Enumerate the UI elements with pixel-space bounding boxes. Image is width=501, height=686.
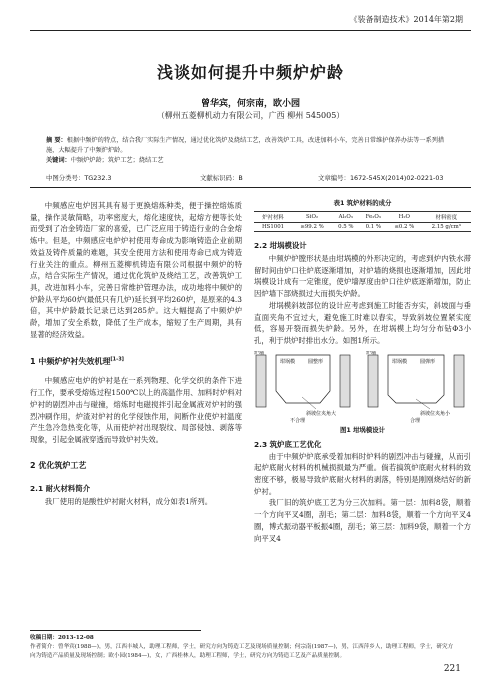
figure-1-caption: 图1 坩埚模设计: [339, 425, 385, 434]
crucible-mold-figure: [254, 351, 471, 423]
section-1-title: 1 中频炉炉衬失效机理: [30, 357, 111, 367]
table-header-cell: 炉衬材料: [254, 212, 292, 223]
footnote-rule: [30, 630, 201, 631]
section-2-2-heading: 2.2 坩埚模设计: [254, 241, 307, 250]
section-2-heading: 2 优化筑炉工艺: [30, 460, 87, 470]
section-2-3-paragraph-2: 我厂旧的筑炉底工艺为分三次加料。第一层：加料8袋，顺着一个方向平叉4圈，刮毛；第二层：加料8袋，顺着一个方向平叉4圈，博式振动器平板振4圈，刮毛；第三层：加料9袋，顺着一个方向平叉4: [254, 498, 471, 543]
table-header-cell: SiO₂: [292, 212, 332, 223]
furnace-wall-right: [454, 355, 464, 407]
figure-left-unreasonable: [254, 351, 350, 423]
table-cell: ≤0.2 %: [387, 223, 422, 232]
label-furnace-wall: 炉墙: [254, 350, 265, 356]
table-row: [254, 223, 471, 232]
keywords-label: 关键词：: [46, 157, 71, 164]
label-slope-angle: 斜坡位夹角小: [420, 410, 451, 417]
section-1-heading: [30, 356, 242, 367]
furnace-wall-left: [256, 355, 266, 407]
label-furnace-wall: 炉墙: [366, 350, 377, 356]
journal-header: 《装备制造技术》2014年第2期: [349, 15, 463, 24]
right-column: [254, 198, 471, 544]
keywords: [46, 156, 455, 166]
section-2-3-paragraph-1: 由于中频炉炉底承受着加料时炉料的剧烈冲击与碰撞，从而引起炉底耐火材料的机械损损最为严重。倘若搞筑炉底耐火材料的致密度不够，极易导致炉底耐火材料的剥落，特别是刚刚烧结好的新炉衬。: [254, 451, 471, 496]
article-id: 文章编号：1672-545X(2014)02-0221-03: [318, 174, 444, 182]
section-2-1-paragraph: 我厂使用的是酸性炉衬耐火材料，成分如表1所列。: [44, 496, 213, 506]
keywords-text: 中频炉炉龄；筑炉工艺；烧结工艺: [70, 157, 164, 164]
label-crucible-mold: 坩埚模: [280, 358, 296, 365]
table-1-caption: 表1 筑炉材料的成分: [333, 199, 392, 207]
table-header-cell: Al₂O₃: [332, 212, 359, 223]
table-header-cell: Fe₂O₃: [360, 212, 387, 223]
table-cell: 2.15 g/cm³: [422, 223, 471, 232]
paper-title: 浅谈如何提升中频炉炉龄: [156, 63, 344, 82]
section-2-2-paragraph-1: 中频炉炉膛形状是由坩埚模的外形决定的，考虑到炉内铁水滞留时间由炉口往炉底逐渐增加，对炉墙的烧损也逐渐增加，因此坩埚模设计成有一定锥度，使炉墙厚度由炉口往炉底逐渐增加，防止因炉墙下部烧损过大而损失炉龄。: [254, 254, 471, 299]
furnace-wall-right: [340, 355, 350, 407]
table-header-cell: 材料密度: [422, 212, 471, 223]
abstract-label: 摘 要：: [46, 137, 67, 144]
table-header-row: [254, 212, 471, 223]
label-verdict: 不合理: [290, 417, 306, 423]
figure-right-reasonable: [366, 351, 464, 423]
received-date: 收稿日期：2013-12-08: [30, 635, 94, 641]
composition-table: [254, 211, 471, 232]
furnace-wall-left: [368, 355, 378, 407]
section-1-ref: [1-3]: [110, 356, 124, 363]
page-number: 221: [443, 664, 461, 674]
label-crucible-mold: 坩埚模: [392, 358, 408, 365]
table-cell: HS1001: [254, 223, 292, 232]
section-1-paragraph: 中频感应电炉的炉衬是在一系列物理、化学交织的条件下进行工作，要承受熔炼过程1500℃以上的高温作用、加料时炉料对炉衬的剧烈冲击与碰撞，熔炼时电磁搅拌引起金属液对炉衬的强烈冲刷作用，炉渣对炉衬的化学侵蚀作用，间断作业使炉衬温度产生急冷急热变化等，从而使炉衬出现裂纹、局部侵蚀、剥落等现象，引起金属液穿透而导致炉衬失效。: [30, 376, 242, 444]
document-code: 文献标识码：B: [200, 174, 243, 182]
abstract-block: [46, 136, 455, 166]
section-2-1-heading: 2.1 耐火材料简介: [30, 483, 91, 493]
footnotes: [30, 634, 455, 661]
affiliation: （柳州五菱柳机动力有限公司，广西 柳州 545005）: [156, 111, 345, 120]
table-cell: ≥99.2 %: [292, 223, 332, 232]
table-cell: 0.1 %: [360, 223, 387, 232]
label-verdict: 合理: [410, 417, 421, 423]
section-2-3-heading: 2.3 筑炉底工艺优化: [254, 439, 322, 449]
table-cell: 0.5 %: [332, 223, 359, 232]
label-slope-angle: 斜坡位夹角大: [306, 410, 337, 417]
left-column: [30, 200, 242, 507]
intro-paragraph: 中频感应电炉因其具有易于更换熔炼种类，便于操控熔炼质量，操作灵敏简略，功率密度大，熔化速度快，起熔方便等长处而受到了冶金铸造厂家的喜爱，已广泛应用于铸造行业的合金熔炼中。但是，中频感应电炉炉衬使用寿命成为影响铸造企业前期效益及铸件质量的难题，其安全使用方法和使用寿命已成为铸造行业关注的重点。柳州五菱柳机铸造有限公司根据中频炉的特点，结合实际生产情况，通过优化筑炉及烧结工艺，改善筑炉工具，改进加料小车，完善日常维护管理办法，成功地将中频炉的炉龄从平均60炉(最低只有几炉)延长到平均260炉，是原来的4.3倍，其中炉龄最长记录已达到285炉。这大幅提高了中频炉炉龄，增加了安全系数，降低了生产成本，缩短了生产周期，具有显著的经济效益。: [30, 201, 242, 339]
author-bios: 作者简介：曾华宾(1988—)，男，江西丰城人，助理工程师，学士，研究方向为铸造工艺及现场质量控制；何宗南(1987—)，男，江西萍乡人，助理工程师，学士，研究方向为铸造产品质量及现场控制；欧小园(1984—)，女，广西桂林人，助理工程师，学士，研究方向为铸造工艺及产品质量控制。: [30, 644, 454, 659]
section-2-2-paragraph-2: 坩埚模斜坡部位的设计应考虑到施工时能否夯实，斜坡面与垂直面夹角不宜过大，避免施工时难以舂实，导致斜坡位置紧实度低，容易开裂而损失炉龄。另外，在坩埚模上均匀分布钻Φ3小孔，利于烘炉时排出水分。如图1所示。: [254, 300, 471, 345]
authors: 曾华宾，何宗南，欧小园: [200, 99, 300, 109]
abstract: [46, 136, 455, 156]
abstract-text: 根据中频炉的特点，结合我厂实际生产情况，通过优化筑炉及烧结工艺，改善筑炉工具，改进加料小车，完善日常维护保养办法等一系列措施，大幅提升了中频炉炉龄。: [46, 137, 445, 154]
label-shape: 圆整形: [308, 358, 324, 365]
table-header-cell: H₂O: [387, 212, 422, 223]
meta-rule: [30, 187, 471, 188]
header-rule: [30, 30, 471, 31]
label-shape: 圆弹形: [420, 358, 436, 365]
clc-number: 中图分类号：TG232.3: [46, 174, 112, 182]
